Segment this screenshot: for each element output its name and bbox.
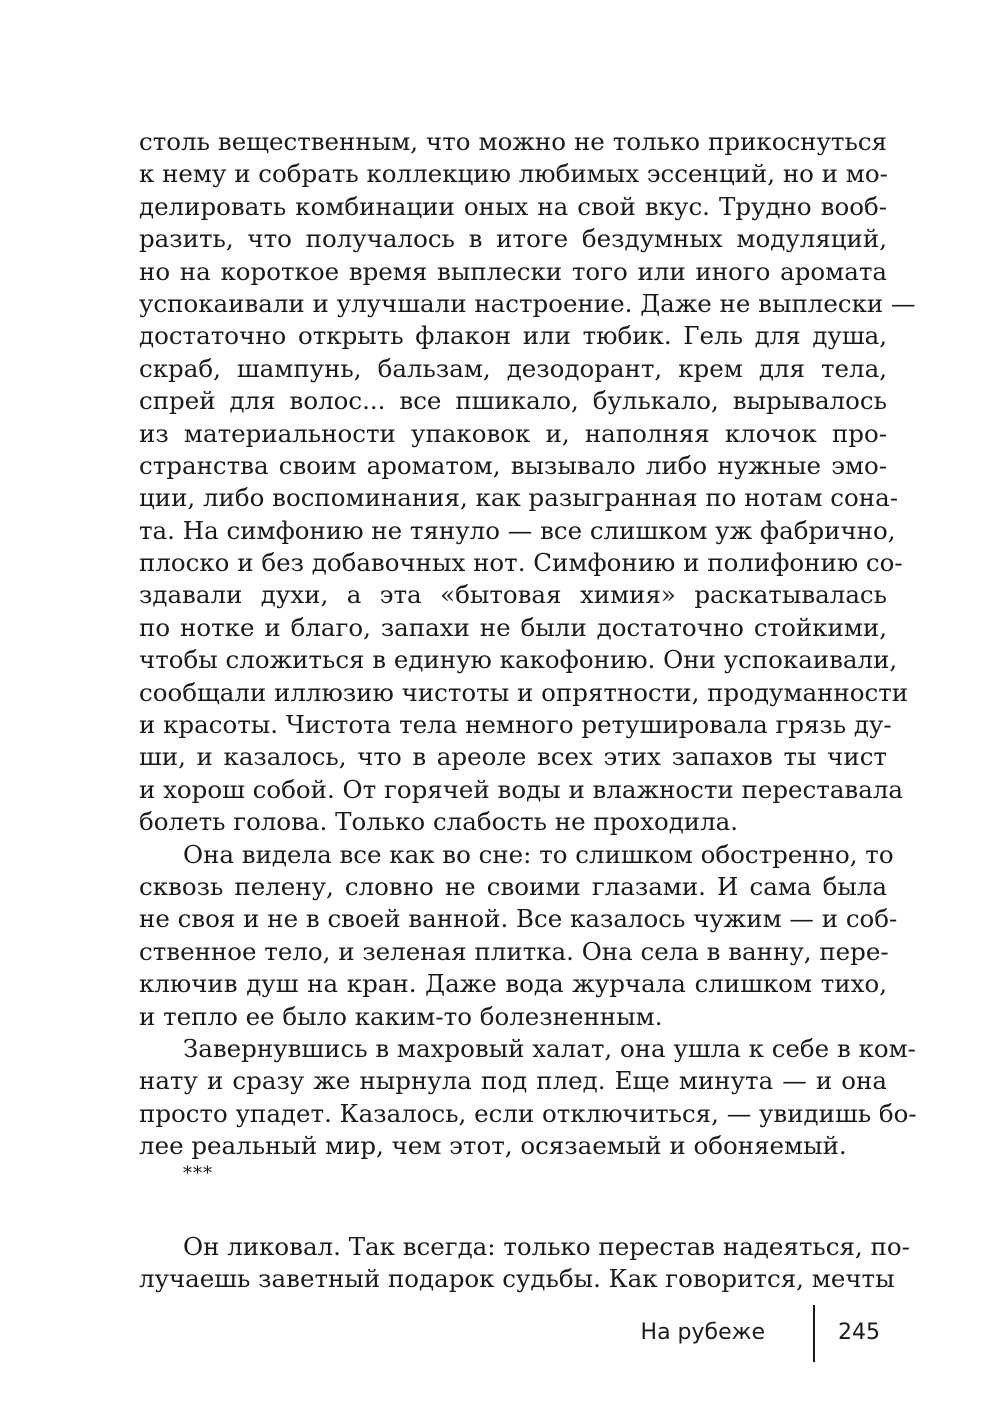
- text-line: спрей для волос... все пшикало, булькало, вырывалось: [139, 386, 887, 416]
- paragraph-first-line: Он ликовал. Так всегда: только перестав надеяться, по-: [183, 1231, 910, 1261]
- text-line: не своя и не в своей ванной. Все казалось чужим — и соб-: [139, 904, 898, 934]
- page-number: 245: [838, 1320, 880, 1345]
- text-line: разить, что получалось в итоге бездумных модуляций,: [139, 224, 887, 254]
- text-line: и тепло ее было каким-то болезненным.: [139, 1001, 663, 1031]
- text-line: скраб, шампунь, бальзам, дезодорант, крем для тела,: [139, 353, 887, 383]
- text-line: сообщали иллюзию чистоты и опрятности, продуманности: [139, 677, 909, 707]
- text-line: ши, и казалось, что в ареоле всех этих запахов ты чист: [139, 742, 887, 772]
- text-line: успокаивали и улучшали настроение. Даже не выплески —: [139, 288, 916, 318]
- section-separator: ***: [183, 1162, 213, 1184]
- text-line: из материальности упаковок и, наполняя клочок про-: [139, 418, 887, 448]
- footer-divider: [813, 1305, 815, 1362]
- running-footer-title: На рубеже: [640, 1320, 765, 1345]
- paragraph-first-line: Завернувшись в махровый халат, она ушла к себе в ком-: [183, 1033, 916, 1063]
- text-line: и хорош собой. От горячей воды и влажности переставала: [139, 774, 903, 804]
- text-line: ключив душ на кран. Даже вода журчала слишком тихо,: [139, 969, 887, 999]
- text-line: просто упадет. Казалось, если отключиться, — увидишь бо-: [139, 1098, 917, 1128]
- text-line: болеть голова. Только слабость не проходила.: [139, 807, 739, 837]
- text-line: достаточно открыть флакон или тюбик. Гель для душа,: [139, 321, 887, 351]
- text-line: здавали духи, а эта «бытовая химия» раскатывалась: [139, 580, 887, 610]
- text-line: чтобы сложиться в единую какофонию. Они успокаивали,: [139, 645, 898, 675]
- text-line: лее реальный мир, чем этот, осязаемый и обоняемый.: [139, 1131, 847, 1161]
- text-line: сквозь пелену, словно не своими глазами. И сама была: [139, 871, 887, 901]
- text-line: ственное тело, и зеленая плитка. Она села в ванну, пере-: [139, 936, 889, 966]
- text-line: ции, либо воспоминания, как разыгранная по нотам сона-: [139, 483, 898, 513]
- section-gap: [139, 1191, 887, 1231]
- text-line: но на короткое время выплески того или иного аромата: [139, 256, 887, 286]
- text-line: столь вещественным, что можно не только прикоснуться: [139, 127, 887, 156]
- text-line: к нему и собрать коллекцию любимых эссенций, но и мо-: [139, 159, 888, 189]
- text-line: и красоты. Чистота тела немного ретушировала грязь ду-: [139, 710, 892, 740]
- text-line: та. На симфонию не тянуло — все слишком уж фабрично,: [139, 515, 896, 545]
- text-line: нату и сразу же нырнула под плед. Еще минута — и она: [139, 1066, 887, 1096]
- text-line: лучаешь заветный подарок судьбы. Как говорится, мечты: [139, 1263, 895, 1293]
- text-line: странства своим ароматом, вызывало либо нужные эмо-: [139, 450, 887, 480]
- body-text: [139, 126, 917, 1295]
- text-line: по нотке и благо, запахи не были достаточно стойкими,: [139, 612, 887, 642]
- text-line: плоско и без добавочных нот. Симфонию и полифонию со-: [139, 548, 903, 578]
- text-line: делировать комбинации оных на свой вкус. Трудно вооб-: [139, 191, 887, 221]
- paragraph-first-line: Она видела все как во сне: то слишком обостренно, то: [183, 839, 894, 869]
